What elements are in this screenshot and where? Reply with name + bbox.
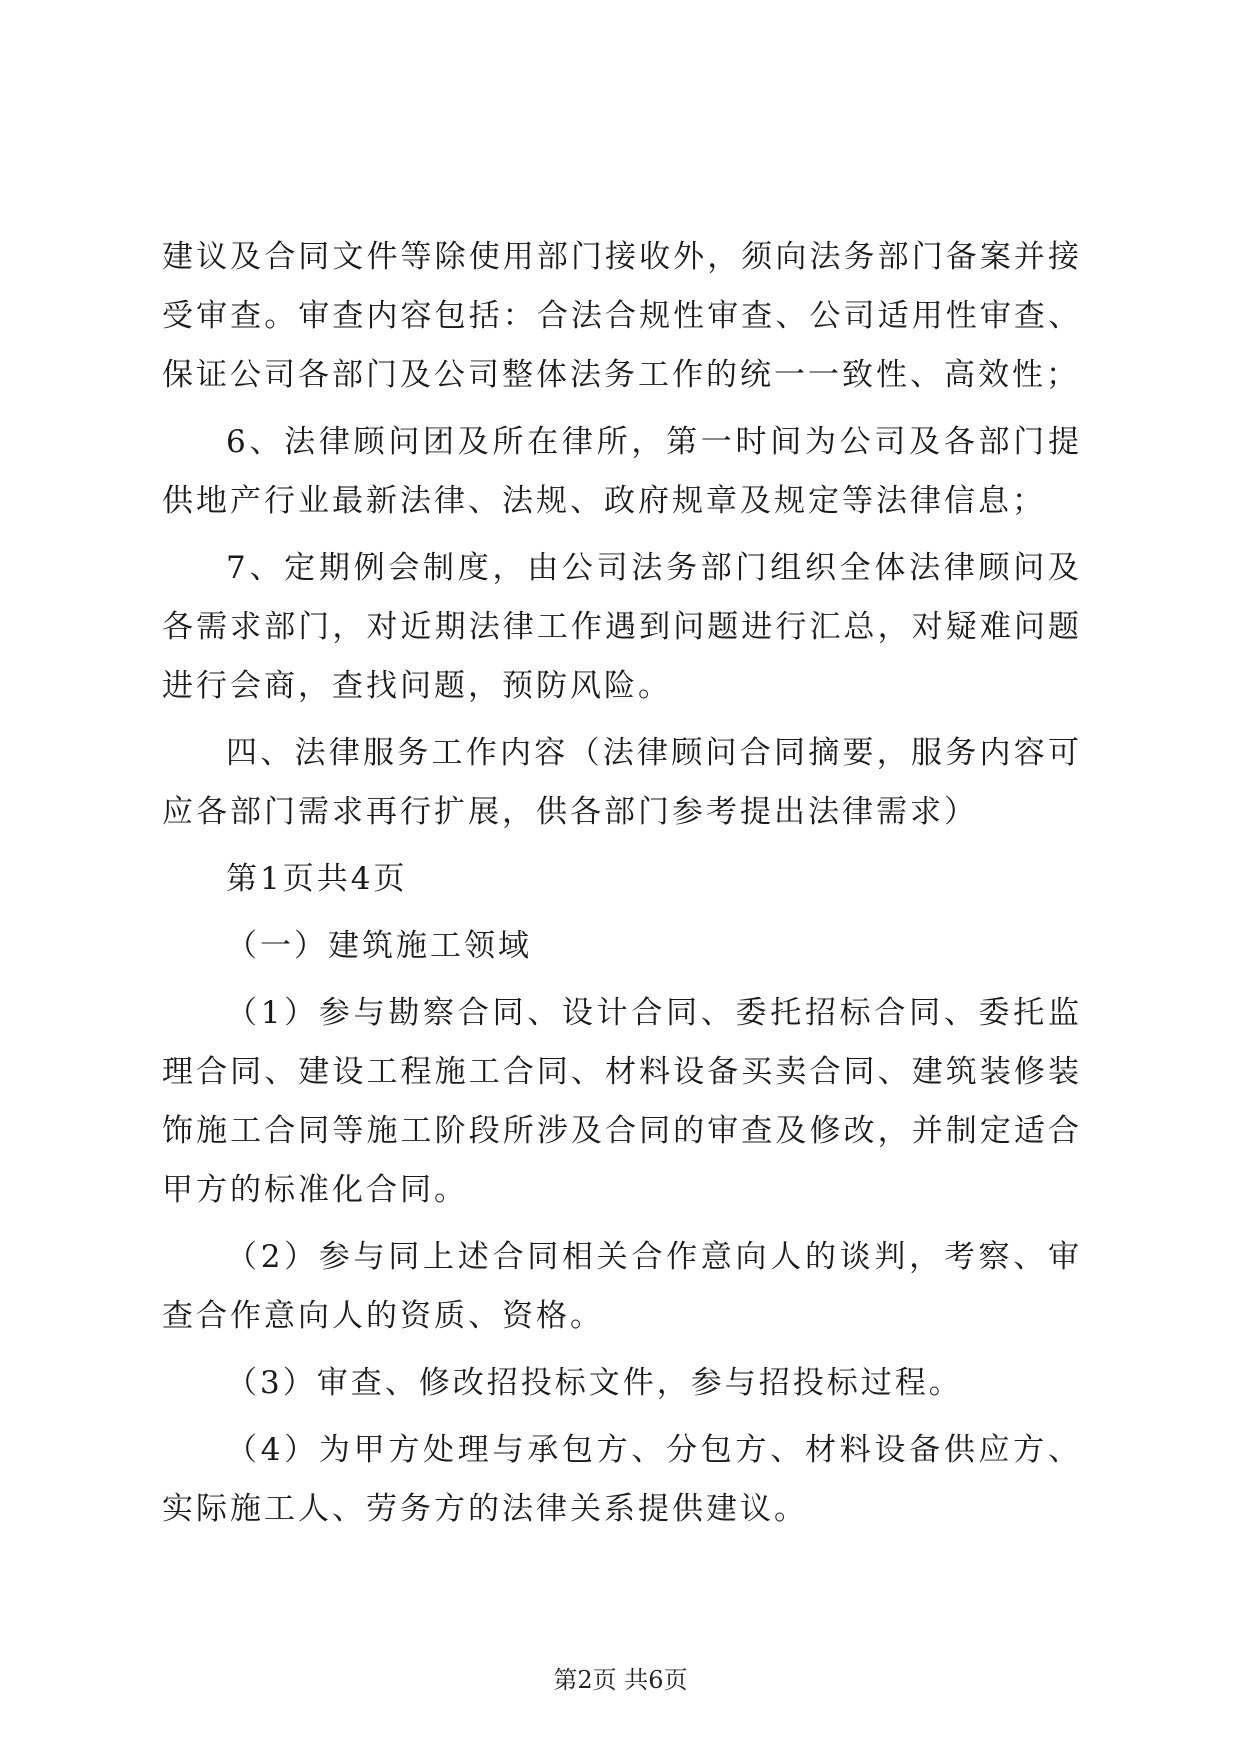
paragraph-sub-4: （4）为甲方处理与承包方、分包方、材料设备供应方、实际施工人、劳务方的法律关系提供建议。 bbox=[162, 1432, 1082, 1527]
paragraph-review-clause: 建议及合同文件等除使用部门接收外，须向法务部门备案并接受审查。审查内容包括：合法合规性审查、公司适用性审查、保证公司各部门及公司整体法务工作的统一一致性、高效性； bbox=[162, 239, 1082, 393]
paragraph-sub-2: （2）参与同上述合同相关合作意向人的谈判，考察、审查合作意向人的资质、资格。 bbox=[162, 1239, 1082, 1334]
paragraph-item-6: 6、法律顾问团及所在律所，第一时间为公司及各部门提供地产行业最新法律、法规、政府规章及规定等法律信息； bbox=[162, 424, 1082, 519]
inline-page-marker: 第1页共4页 bbox=[226, 861, 408, 897]
subsection-heading-construction: （一）建筑施工领域 bbox=[226, 928, 532, 964]
page-footer: 第2页 共6页 bbox=[553, 1666, 688, 1694]
section-heading-four: 四、法律服务工作内容（法律顾问合同摘要，服务内容可应各部门需求再行扩展，供各部门参考提出法律需求） bbox=[162, 735, 1082, 830]
paragraph-sub-1: （1）参与勘察合同、设计合同、委托招标合同、委托监理合同、建设工程施工合同、材料设备买卖合同、建筑装修装饰施工合同等施工阶段所涉及合同的审查及修改，并制定适合甲方的标准化合同。 bbox=[162, 995, 1082, 1208]
document-body bbox=[162, 228, 1082, 1539]
paragraph-item-7: 7、定期例会制度，由公司法务部门组织全体法律顾问及各需求部门，对近期法律工作遇到问题进行汇总，对疑难问题进行会商，查找问题，预防风险。 bbox=[162, 550, 1082, 704]
paragraph-sub-3: （3）审查、修改招投标文件，参与招投标过程。 bbox=[226, 1365, 963, 1401]
